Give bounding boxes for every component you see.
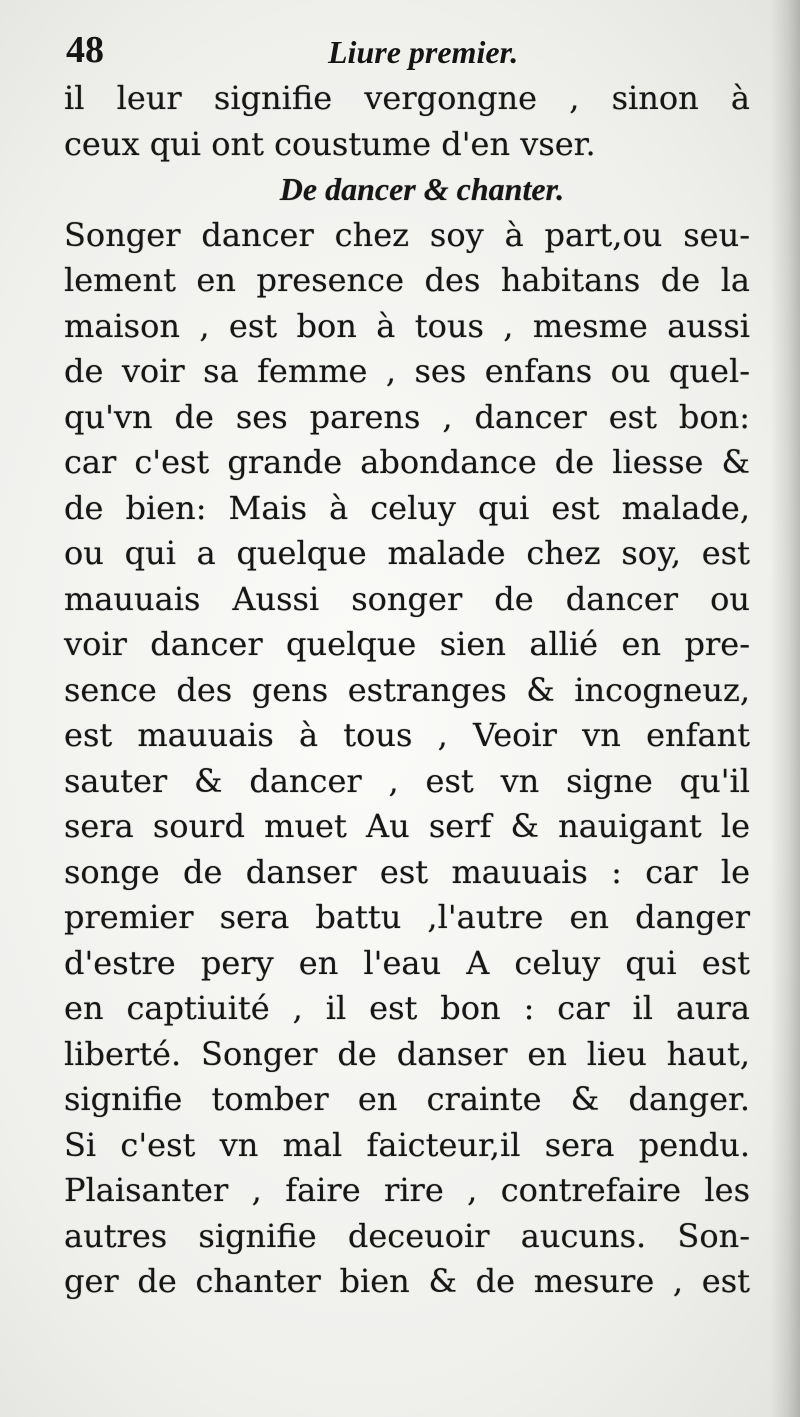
text-line: ger de chanter bien & de mesure , est	[64, 1262, 750, 1300]
text-line: Si c'est vn mal faicteur,il sera pendu.	[64, 1125, 750, 1164]
text-line: ou qui a quelque malade chez soy, est	[64, 534, 750, 572]
section-heading: De dancer & chanter.	[279, 171, 565, 207]
text-line: en captiuité , il est bon : car il aura	[64, 989, 750, 1027]
text-line: de voir sa femme , ses enfans ou quel-	[64, 352, 750, 390]
page-gutter-shadow	[770, 0, 800, 1417]
body-text	[64, 76, 750, 1305]
text-line: autres signifie deceuoir aucuns. Son-	[64, 1216, 750, 1255]
text-line: premier sera battu ,l'autre en danger	[64, 898, 750, 936]
text-line: Plaisanter , faire rire , contrefaire les	[64, 1171, 750, 1209]
text-line: ceux qui ont coustume d'en vser.	[64, 124, 596, 163]
text-line: Songer dancer chez soy à part,ou seu-	[64, 215, 750, 254]
text-line: de bien: Mais à celuy qui est malade,	[64, 488, 750, 527]
text-line: est mauuais à tous , Veoir vn enfant	[64, 716, 750, 754]
text-line: voir dancer quelque sien allié en pre-	[64, 625, 750, 663]
text-line: maison , est bon à tous , mesme aussi	[64, 306, 750, 345]
text-line: il leur signifie vergongne , sinon à	[64, 79, 750, 117]
page-header	[66, 28, 686, 78]
text-line: liberté. Songer de danser en lieu haut,	[64, 1034, 750, 1073]
text-line: songe de danser est mauuais : car le	[64, 852, 750, 891]
text-line: mauuais Aussi songer de dancer ou	[64, 579, 750, 618]
text-line: d'estre pery en l'eau A celuy qui est	[64, 943, 750, 982]
text-line: qu'vn de ses parens , dancer est bon:	[64, 397, 750, 436]
text-line: sence des gens estranges & incogneuz,	[64, 670, 750, 709]
text-line: signifie tomber en crainte & danger.	[64, 1080, 750, 1118]
text-line: lement en presence des habitans de la	[64, 261, 750, 299]
text-line: sera sourd muet Au serf & nauigant le	[64, 807, 750, 845]
text-line: sauter & dancer , est vn signe qu'il	[64, 761, 750, 800]
page-number: 48	[66, 29, 104, 71]
running-head: Liure premier.	[328, 34, 519, 70]
text-line: car c'est grande abondance de liesse &	[64, 443, 750, 481]
